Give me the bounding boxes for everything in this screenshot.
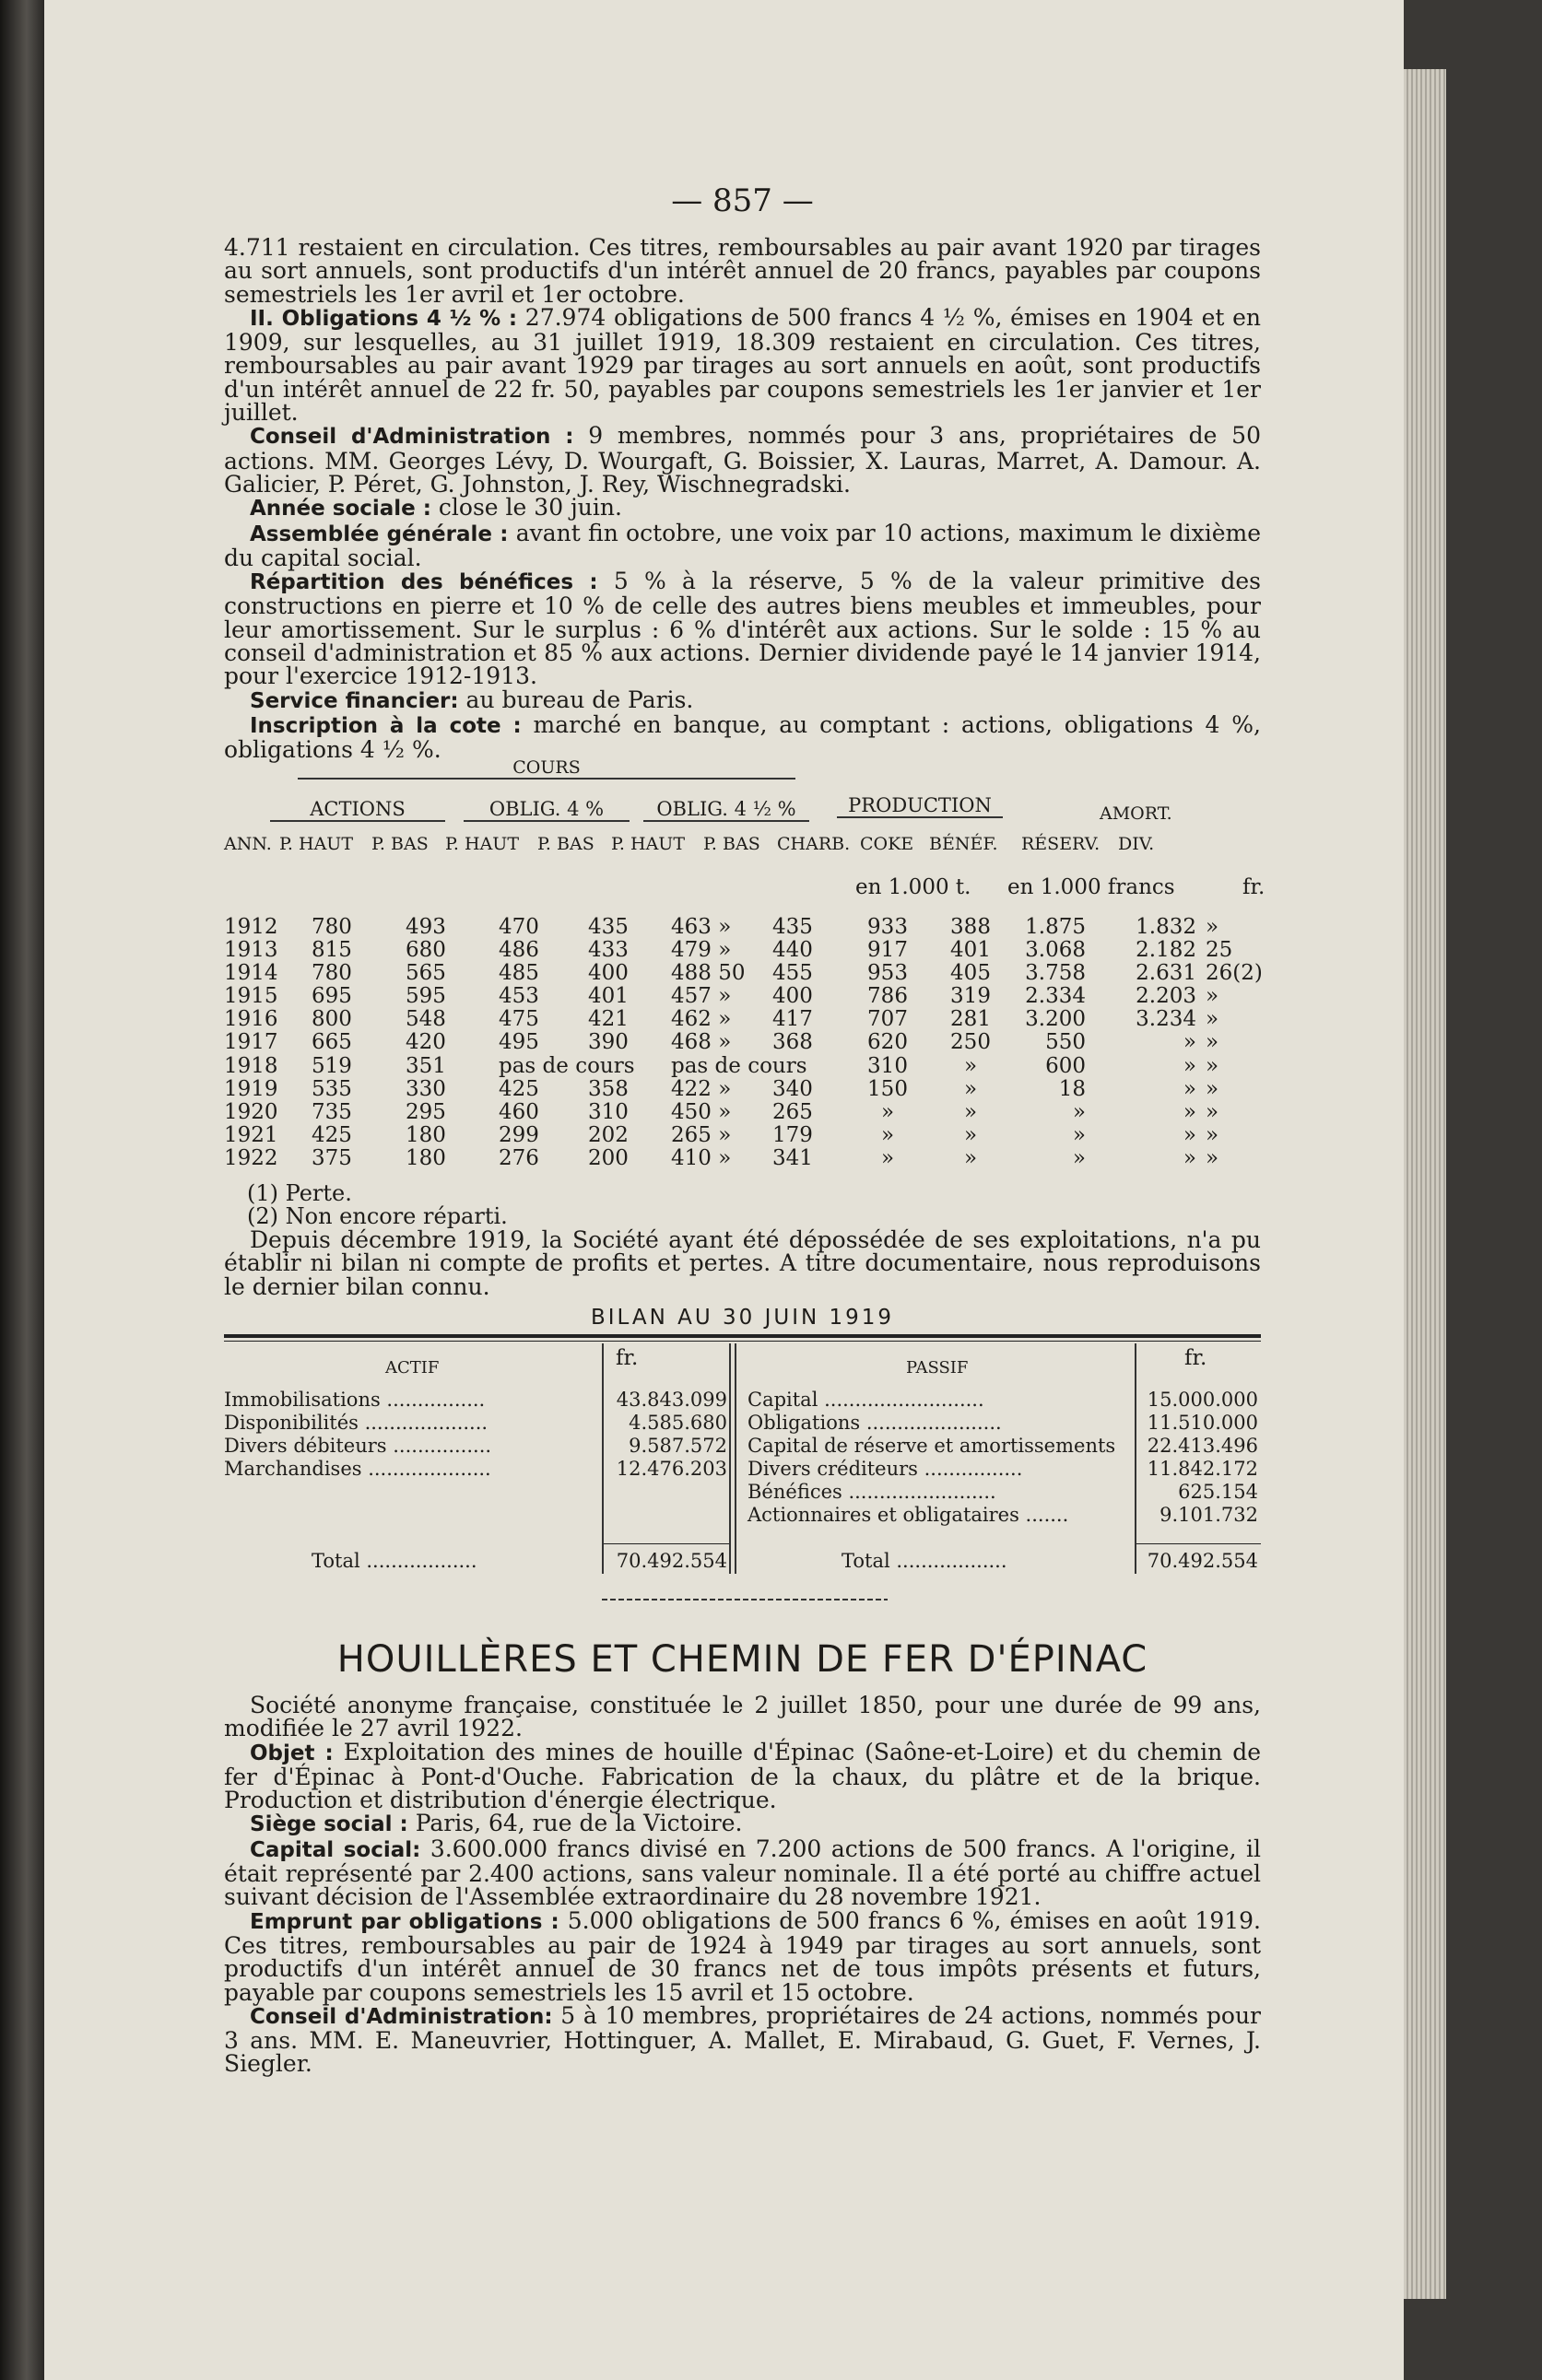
bilan-top-rule — [224, 1334, 1261, 1338]
col-oblig45-bas: 435 440 455 400 417 368 340 265 179 341 — [772, 915, 813, 1170]
unit-production: en 1.000 t. — [855, 875, 971, 899]
hdr-act-bas: P. BAS — [371, 834, 429, 854]
actif-total-rule — [604, 1543, 729, 1544]
service-label: Service financier: — [250, 688, 459, 713]
inscription-text: marché en banque, au comptant : actions, obligations 4 %, obligations 4 ½ %. — [224, 710, 1261, 764]
annee-text: close le 30 juin. — [430, 494, 622, 522]
col-charbon: 933 917 953 786 707 620 310 150 » » » — [867, 915, 908, 1170]
col-dividende: » 25 26(2) » » » » » » » » — [1206, 915, 1263, 1170]
hdr-o45-haut: P. HAUT — [611, 834, 685, 854]
passif-items: Capital .......................... Obligations ...................... Capital de réserve et amortissements Divers créditeurs ................ Bénéfices ........................ Actionnaires et obligataires ....... — [747, 1389, 1116, 1526]
book-binding — [0, 0, 44, 2380]
actif-items: Immobilisations ................ Disponibilités .................... Divers débiteurs ................ Marchandises .................... — [224, 1389, 492, 1480]
total-passif-label: Total .................. — [842, 1550, 1007, 1572]
passif-fr: fr. — [1184, 1346, 1207, 1370]
assemblee-text: avant fin octobre, une voix par 10 actions, maximum le dixième du capital social. — [224, 519, 1261, 571]
passif-label: PASSIF — [906, 1358, 969, 1378]
hdr-reserv: RÉSERV. — [1021, 834, 1101, 854]
actif-label: ACTIF — [385, 1358, 440, 1378]
actif-values: 43.843.099 4.585.680 9.587.572 12.476.203 — [616, 1389, 727, 1480]
depuis-text: Depuis décembre 1919, la Société ayant été dépossédée de ses exploitations, n'a pu établir ni bilan ni compte de profits et pertes. A titre documentaire, nous reproduisons le dernier bilan connu. — [224, 1226, 1261, 1300]
actif-fr: fr. — [616, 1346, 639, 1370]
col-benefices: 1.875 3.068 3.758 2.334 3.200 550 600 18 » » » — [1025, 915, 1086, 1170]
para-inscription — [224, 710, 1261, 764]
para-siege — [224, 1811, 1261, 1836]
bilan-title: BILAN AU 30 JUIN 1919 — [590, 1306, 895, 1330]
hdr-act-haut: P. HAUT — [279, 834, 353, 854]
section-separator — [602, 1599, 888, 1600]
hdr-charb: CHARB. — [777, 834, 851, 854]
para-service — [224, 688, 1261, 713]
para-circulation: 4.711 restaient en circulation. Ces titres, remboursables au pair avant 1920 par tirages au sort annuels, sont productifs d'un intérêt annuel de 20 francs, payables par coupons semestriels les 1er avril et 1er octobre. — [224, 234, 1261, 308]
page-edges — [1404, 69, 1446, 2299]
book-page — [44, 0, 1404, 2380]
total-actif-label: Total .................. — [312, 1550, 477, 1572]
group-production: PRODUCTION — [837, 794, 1003, 818]
emprunt-label: Emprunt par obligations : — [250, 1909, 559, 1934]
hdr-coke: COKE — [860, 834, 914, 854]
conseil-label: Conseil d'Administration : — [250, 425, 574, 450]
company-paragraphs — [224, 1694, 1261, 2076]
col-oblig4-bas: 435 433 400 401 421 390 358 310 202 200 — [588, 915, 629, 1170]
inscription-label: Inscription à la cote : — [250, 713, 522, 738]
capital-text: 3.600.000 francs divisé en 7.200 actions de 500 francs. A l'origine, il était représenté par 2.400 actions, sans valeur nominale. Il a été porté au chiffre actuel suivant décision de l'Assemblée extraordinaire du 28 novembre 1921. — [224, 1835, 1262, 1911]
para-conseil2 — [224, 2001, 1261, 2078]
service-text: au bureau de Paris. — [458, 686, 694, 713]
para-assemblee — [224, 519, 1261, 571]
objet-label: Objet : — [250, 1741, 334, 1765]
bilan-divider-2 — [729, 1343, 731, 1574]
note-2: (2) Non encore réparti. — [247, 1203, 508, 1229]
objet-text: Exploitation des mines de houille d'Épinac (Saône-et-Loire) et du chemin de fer d'Épinac à Pont-d'Ouche. Fabrication de la chaux, du plâtre et de la brique. Production et distribution d'énergie électrique. — [224, 1738, 1261, 1814]
hdr-ann: ANN. — [224, 834, 272, 854]
group-amort: AMORT. — [1100, 803, 1172, 824]
repartition-text: 5 % à la réserve, 5 % de la valeur primitive des constructions en pierre et 10 % de celle des autres biens meubles et immeubles, pour leur amortissement. Sur le surplus : 6 % d'intérêt aux actions. Sur le solde : 15 % au conseil d'administration et 85 % aux actions. Dernier dividende payé le 14 janvier 1914, pour l'exercice 1912-1913. — [224, 568, 1261, 690]
para-obligations — [224, 303, 1261, 427]
col-reserve: 1.832 2.182 2.631 2.203 3.234 » » » » » » — [1136, 915, 1196, 1170]
conseil2-label: Conseil d'Administration: — [250, 2004, 553, 2029]
hdr-o4-haut: P. HAUT — [445, 834, 519, 854]
passif-total-rule — [1136, 1543, 1261, 1544]
note-1: (1) Perte. — [247, 1180, 352, 1206]
repartition-label: Répartition des bénéfices : — [250, 570, 598, 595]
hdr-div: DIV. — [1118, 834, 1155, 854]
obligations-text: 27.974 obligations de 500 francs 4 ½ %, émises en 1904 et en 1909, sur lesquelles, au 31 juillet 1919, 18.309 restaient en circulation. Ces titres, remboursables au pair avant 1929 par tirages au sort annuels en août, sont productifs d'un intérêt annuel de 22 fr. 50, payables par coupons semestriels les 1er janvier et 1er juillet. — [224, 303, 1261, 427]
emprunt-text: 5.000 obligations de 500 francs 6 %, émises en août 1919. Ces titres, remboursables au pair de 1924 à 1949 par tirages au sort annuels, sont productifs d'un intérêt annuel de 30 francs net de tous impôts présents et futurs, payable par coupons semestriels les 15 avril et 15 octobre. — [224, 1906, 1261, 2006]
hdr-o45-bas: P. BAS — [703, 834, 760, 854]
col-actions-haut: 780 815 780 695 800 665 519 535 735 425 375 — [312, 915, 352, 1170]
para-capital — [224, 1837, 1261, 1909]
col-oblig45-haut: 463 » 479 » 488 50 457 » 462 » 468 » pas de cours 422 » 450 » 265 » 410 » — [671, 915, 807, 1170]
page-number: — 857 — — [671, 182, 814, 219]
group-oblig45: OBLIG. 4 ½ % — [643, 798, 809, 822]
top-paragraphs — [224, 236, 1261, 762]
bilan-top-rule-thin — [224, 1341, 1261, 1342]
col-annee: 1912 1913 1914 1915 1916 1917 1918 1919 1920 1921 1922 — [224, 915, 278, 1170]
group-actions: ACTIONS — [270, 798, 445, 822]
siege-label: Siège social : — [250, 1812, 408, 1837]
para-repartition — [224, 568, 1261, 690]
para-annee — [224, 496, 1261, 521]
cours-group: COURS — [298, 757, 795, 780]
col-actions-bas: 493 680 565 595 548 420 351 330 295 180 180 — [406, 915, 446, 1170]
unit-fr: fr. — [1242, 875, 1265, 899]
total-actif-value: 70.492.554 — [616, 1550, 727, 1572]
company-title: HOUILLÈRES ET CHEMIN DE FER D'ÉPINAC — [336, 1638, 1148, 1681]
group-oblig4: OBLIG. 4 % — [464, 798, 630, 822]
col-oblig4-haut: 470 486 485 453 475 495 pas de cours 425 460 299 276 — [499, 915, 635, 1170]
col-coke: 388 401 405 319 281 250 » » » » » — [950, 915, 991, 1170]
para-objet — [224, 1738, 1261, 1814]
hdr-o4-bas: P. BAS — [537, 834, 594, 854]
para-conseil — [224, 424, 1261, 496]
obligations-label: II. Obligations 4 ½ % : — [250, 306, 518, 331]
hdr-benef: BÉNÉF. — [929, 834, 998, 854]
total-passif-value: 70.492.554 — [1147, 1550, 1258, 1572]
para-depuis — [224, 1228, 1261, 1298]
annee-label: Année sociale : — [250, 497, 431, 522]
assemblee-label: Assemblée générale : — [250, 522, 509, 546]
para-emprunt — [224, 1906, 1261, 2006]
company-intro: Société anonyme française, constituée le 2 juillet 1850, pour une durée de 99 ans, modifiée le 27 avril 1922. — [224, 1692, 1261, 1742]
conseil2-text: 5 à 10 membres, propriétaires de 24 actions, nommés pour 3 ans. MM. E. Maneuvrier, Hottinguer, A. Mallet, E. Mirabaud, G. Guet, F. Vernes, J. Siegler. — [224, 2001, 1261, 2078]
capital-label: Capital social: — [250, 1837, 421, 1862]
passif-values: 15.000.000 11.510.000 22.413.496 11.842.172 625.154 9.101.732 — [1147, 1389, 1258, 1526]
conseil-text: 9 membres, nommés pour 3 ans, propriétaires de 50 actions. MM. Georges Lévy, D. Wourgaft, G. Boissier, X. Lauras, Marret, A. Damour. A. Galicier, P. Péret, G. Johnston, J. Rey, Wischnegradski. — [224, 422, 1261, 498]
siege-text: Paris, 64, rue de la Victoire. — [407, 1810, 743, 1837]
unit-francs: en 1.000 francs — [1007, 875, 1175, 899]
bilan-divider-3 — [735, 1343, 736, 1574]
